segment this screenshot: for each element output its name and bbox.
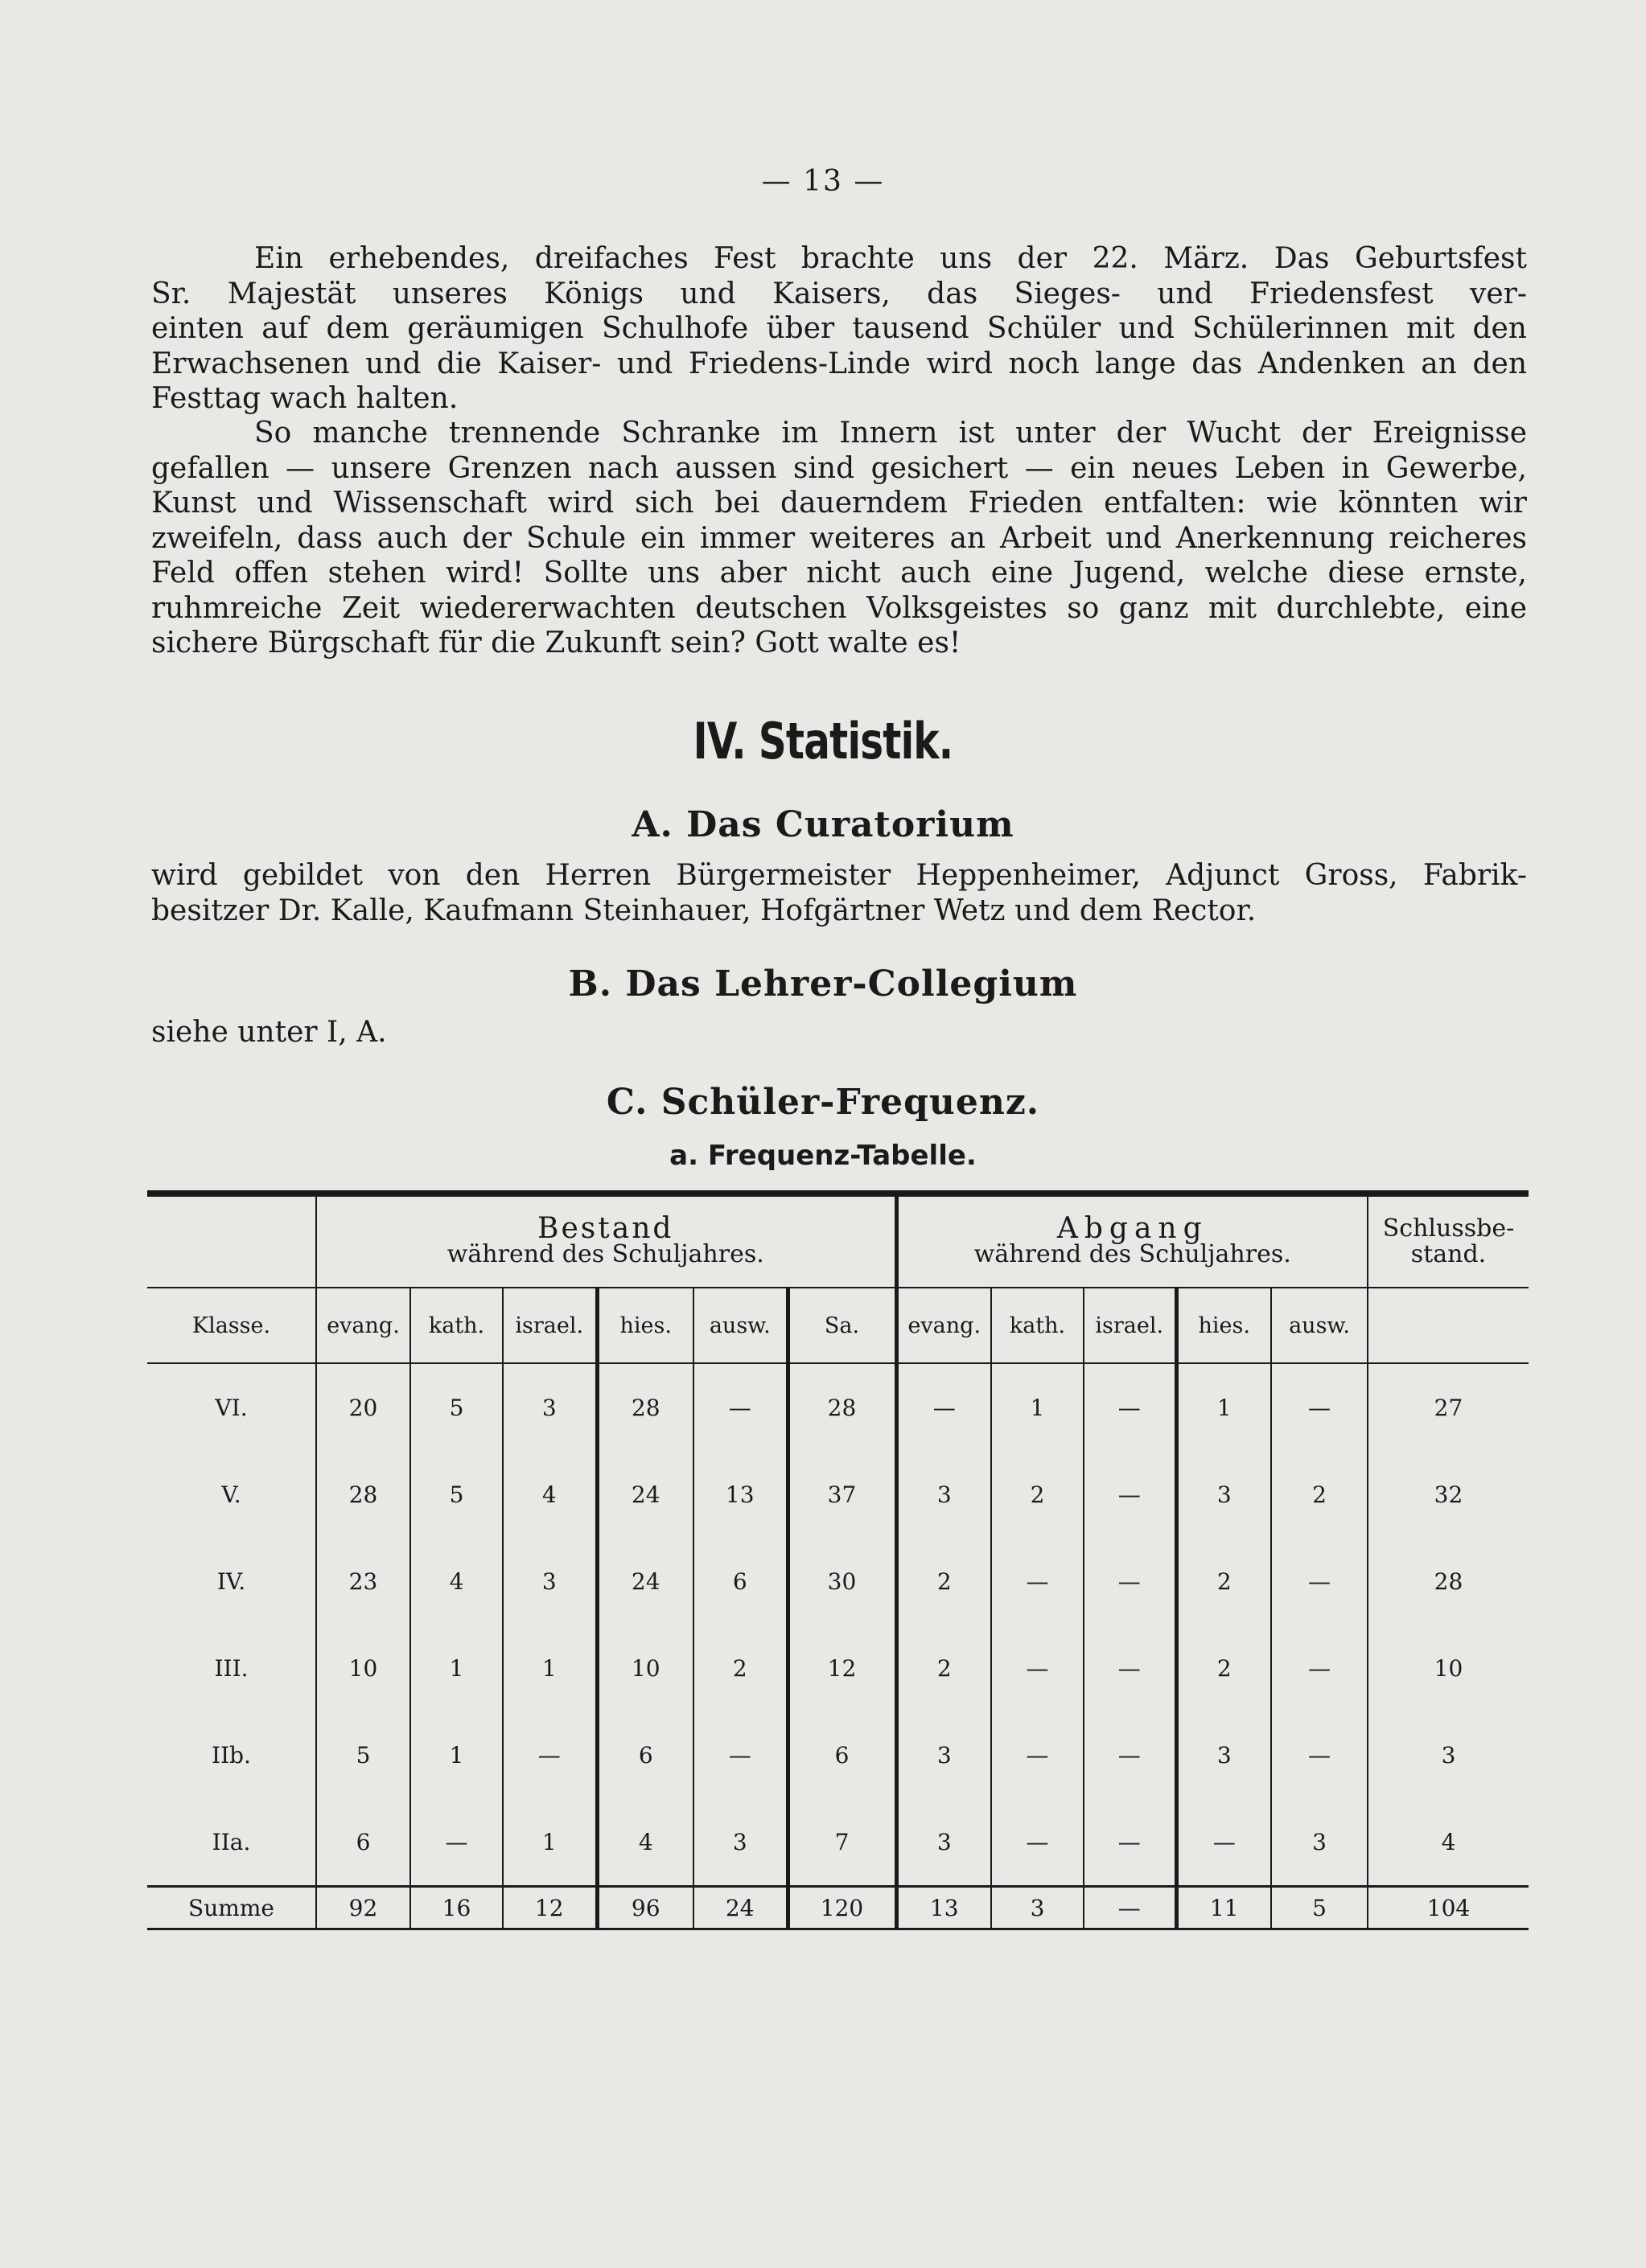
table-cell: 3 bbox=[693, 1798, 788, 1887]
table-cell: 1 bbox=[410, 1711, 503, 1798]
table-cell: 28 bbox=[316, 1451, 410, 1538]
table-cell: 30 bbox=[788, 1538, 896, 1625]
col-header: evang. bbox=[316, 1288, 410, 1363]
table-cell: 1 bbox=[1176, 1363, 1271, 1451]
heading-lehrer-collegium: B. Das Lehrer-Collegium bbox=[568, 963, 1078, 1005]
table-cell: 6 bbox=[788, 1711, 896, 1798]
table-cell: 1 bbox=[410, 1625, 503, 1711]
table-cell: 6 bbox=[693, 1538, 788, 1625]
sum-cell: 13 bbox=[896, 1887, 991, 1929]
text-line: Ein erhebendes, dreifaches Fest brachte uns der 22. März. Das Geburtsfest bbox=[254, 242, 1527, 275]
text-line: Erwachsenen und die Kaiser- und Friedens-Linde wird noch lange das Andenken an den bbox=[151, 347, 1527, 380]
table-cell: — bbox=[1084, 1363, 1176, 1451]
group-bestand-title: Bestand bbox=[537, 1212, 674, 1245]
table-row bbox=[147, 1363, 1529, 1451]
table-cell: — bbox=[991, 1711, 1084, 1798]
table-cell: — bbox=[1271, 1711, 1368, 1798]
table-cell: 5 bbox=[410, 1451, 503, 1538]
text-line: besitzer Dr. Kalle, Kaufmann Steinhauer, Hofgärtner Wetz und dem Rector. bbox=[151, 894, 1257, 927]
table-cell: 3 bbox=[1176, 1451, 1271, 1538]
table-cell: — bbox=[1084, 1451, 1176, 1538]
table-cell: — bbox=[1271, 1363, 1368, 1451]
table-cell: 3 bbox=[896, 1711, 991, 1798]
sum-cell: 16 bbox=[410, 1887, 503, 1929]
group-schlussbestand bbox=[1368, 1194, 1529, 1288]
heading-curatorium: A. Das Curatorium bbox=[632, 804, 1014, 845]
table-cell: — bbox=[410, 1798, 503, 1887]
table-cell: 28 bbox=[597, 1363, 693, 1451]
group-schluss-line1: Schlussbe- bbox=[1382, 1214, 1515, 1243]
table-cell: 1 bbox=[503, 1625, 597, 1711]
group-abgang-title: Abgang bbox=[1056, 1212, 1208, 1245]
table-group-header bbox=[147, 1194, 1529, 1288]
table-cell: 12 bbox=[788, 1625, 896, 1711]
text-line: Festtag wach halten. bbox=[151, 382, 459, 415]
row-label: IIb. bbox=[212, 1741, 251, 1769]
table-cell: 3 bbox=[896, 1798, 991, 1887]
table-cell: 27 bbox=[1368, 1363, 1529, 1451]
table-row bbox=[147, 1451, 1529, 1538]
sum-cell: 3 bbox=[991, 1887, 1084, 1929]
sum-cell: 96 bbox=[597, 1887, 693, 1929]
frequency-table bbox=[147, 1190, 1529, 1930]
table-cell: 6 bbox=[597, 1711, 693, 1798]
table-cell: 1 bbox=[503, 1798, 597, 1887]
text-line: So manche trennende Schranke im Innern ist unter der Wucht der Ereignisse bbox=[254, 417, 1527, 450]
sum-cell: 92 bbox=[316, 1887, 410, 1929]
table-cell: 3 bbox=[1176, 1711, 1271, 1798]
col-header: ausw. bbox=[693, 1288, 788, 1363]
group-schluss-line2: stand. bbox=[1410, 1240, 1487, 1268]
table-cell: 28 bbox=[788, 1363, 896, 1451]
col-header: hies. bbox=[1176, 1288, 1271, 1363]
table-cell: 7 bbox=[788, 1798, 896, 1887]
table-cell: — bbox=[693, 1711, 788, 1798]
table-cell: 10 bbox=[1368, 1625, 1529, 1711]
col-header: israel. bbox=[1084, 1288, 1176, 1363]
sum-cell: 11 bbox=[1176, 1887, 1271, 1929]
table-cell: 28 bbox=[1368, 1538, 1529, 1625]
table-cell: — bbox=[991, 1625, 1084, 1711]
table-cell: 23 bbox=[316, 1538, 410, 1625]
col-header: hies. bbox=[597, 1288, 693, 1363]
table-cell: 32 bbox=[1368, 1451, 1529, 1538]
table-cell: 2 bbox=[896, 1538, 991, 1625]
group-bestand bbox=[316, 1194, 896, 1288]
text-line: Feld offen stehen wird! Sollte uns aber nicht auch eine Jugend, welche diese ernste, bbox=[151, 557, 1527, 590]
col-header: Sa. bbox=[788, 1288, 896, 1363]
sum-cell: — bbox=[1084, 1887, 1176, 1929]
table-cell: — bbox=[503, 1711, 597, 1798]
table-cell: 10 bbox=[597, 1625, 693, 1711]
table-cell: 5 bbox=[316, 1711, 410, 1798]
group-abgang bbox=[896, 1194, 1368, 1288]
text-line: wird gebildet von den Herren Bürgermeister Heppenheimer, Adjunct Gross, Fabrik- bbox=[151, 859, 1527, 892]
table-row bbox=[147, 1798, 1529, 1887]
table-cell: — bbox=[1271, 1625, 1368, 1711]
text-line: sichere Bürgschaft für die Zukunft sein? Gott walte es! bbox=[151, 627, 961, 659]
paragraph-fest bbox=[151, 241, 1527, 417]
table-cell: 2 bbox=[1176, 1538, 1271, 1625]
table-cell: 3 bbox=[503, 1538, 597, 1625]
sum-cell: 12 bbox=[503, 1887, 597, 1929]
text-line: Kunst und Wissenschaft wird sich bei dauerndem Frieden entfalten: wie könnten wir bbox=[151, 487, 1527, 520]
sum-label: Summe bbox=[147, 1887, 316, 1929]
table-cell: 13 bbox=[693, 1451, 788, 1538]
col-header: kath. bbox=[991, 1288, 1084, 1363]
group-abgang-sub: während des Schuljahres. bbox=[973, 1240, 1291, 1268]
section-title-statistik: IV. Statistik. bbox=[693, 712, 953, 770]
text-line: Sr. Majestät unseres Königs und Kaisers, das Sieges- und Friedensfest ver- bbox=[151, 277, 1527, 310]
table-cell: — bbox=[1084, 1798, 1176, 1887]
table-column-header bbox=[147, 1288, 1529, 1363]
table-cell: 2 bbox=[1271, 1451, 1368, 1538]
table-cell: 4 bbox=[410, 1538, 503, 1625]
paragraph-frieden bbox=[151, 416, 1527, 661]
table-cell: — bbox=[1084, 1625, 1176, 1711]
table-cell: 4 bbox=[503, 1451, 597, 1538]
col-header: israel. bbox=[503, 1288, 597, 1363]
table-cell: — bbox=[693, 1363, 788, 1451]
table-cell: 10 bbox=[316, 1625, 410, 1711]
heading-schueler-frequenz: C. Schüler-Frequenz. bbox=[606, 1082, 1040, 1123]
sum-cell: 24 bbox=[693, 1887, 788, 1929]
sum-cell: 104 bbox=[1368, 1887, 1529, 1929]
table-cell: — bbox=[896, 1363, 991, 1451]
table-cell: 2 bbox=[896, 1625, 991, 1711]
sum-cell: 120 bbox=[788, 1887, 896, 1929]
text-line: gefallen — unsere Grenzen nach aussen sind gesichert — ein neues Leben in Gewerbe, bbox=[151, 451, 1527, 485]
table-cell: — bbox=[991, 1538, 1084, 1625]
table-cell: 3 bbox=[896, 1451, 991, 1538]
table-row bbox=[147, 1538, 1529, 1625]
page-number: — 13 — bbox=[761, 165, 885, 198]
table-cell: 20 bbox=[316, 1363, 410, 1451]
table-cell: 4 bbox=[1368, 1798, 1529, 1887]
text-line: einten auf dem geräumigen Schulhofe über tausend Schüler und Schülerinnen mit den bbox=[151, 312, 1527, 345]
lehrer-reference: siehe unter I, A. bbox=[151, 1016, 387, 1049]
col-header: Klasse. bbox=[147, 1288, 316, 1363]
group-bestand-sub: während des Schuljahres. bbox=[446, 1240, 764, 1268]
table-cell: 3 bbox=[503, 1363, 597, 1451]
col-header: ausw. bbox=[1271, 1288, 1368, 1363]
table-cell: 2 bbox=[1176, 1625, 1271, 1711]
table-cell: — bbox=[991, 1798, 1084, 1887]
col-header: evang. bbox=[896, 1288, 991, 1363]
col-header bbox=[1368, 1288, 1529, 1363]
row-label: III. bbox=[214, 1654, 249, 1682]
table-cell: — bbox=[1084, 1538, 1176, 1625]
table-cell: 2 bbox=[693, 1625, 788, 1711]
heading-frequenz-tabelle: a. Frequenz-Tabelle. bbox=[669, 1140, 977, 1172]
table-cell: — bbox=[1271, 1538, 1368, 1625]
table-row bbox=[147, 1711, 1529, 1798]
row-label: IIa. bbox=[212, 1828, 251, 1855]
row-label: V. bbox=[221, 1481, 241, 1508]
text-line: ruhmreiche Zeit wiedererwachten deutschen Volksgeistes so ganz mit durchlebte, eine bbox=[151, 591, 1527, 625]
table-cell: 3 bbox=[1271, 1798, 1368, 1887]
row-label: IV. bbox=[216, 1567, 246, 1595]
sum-cell: 5 bbox=[1271, 1887, 1368, 1929]
paragraph-curatorium bbox=[151, 858, 1527, 928]
table-cell: 24 bbox=[597, 1538, 693, 1625]
table-cell: 24 bbox=[597, 1451, 693, 1538]
table-row bbox=[147, 1625, 1529, 1711]
col-header: kath. bbox=[410, 1288, 503, 1363]
table-cell: 5 bbox=[410, 1363, 503, 1451]
table-cell: 6 bbox=[316, 1798, 410, 1887]
table-empty-cell bbox=[147, 1194, 316, 1288]
table-cell: — bbox=[1084, 1711, 1176, 1798]
table-cell: 2 bbox=[991, 1451, 1084, 1538]
table-cell: 4 bbox=[597, 1798, 693, 1887]
table-cell: — bbox=[1176, 1798, 1271, 1887]
row-label: VI. bbox=[215, 1394, 248, 1421]
table-cell: 3 bbox=[1368, 1711, 1529, 1798]
table-cell: 1 bbox=[991, 1363, 1084, 1451]
table-cell: 37 bbox=[788, 1451, 896, 1538]
table-sum-row bbox=[147, 1887, 1529, 1929]
text-line: zweifeln, dass auch der Schule ein immer weiteres an Arbeit und Anerkennung reicheres bbox=[151, 521, 1527, 555]
